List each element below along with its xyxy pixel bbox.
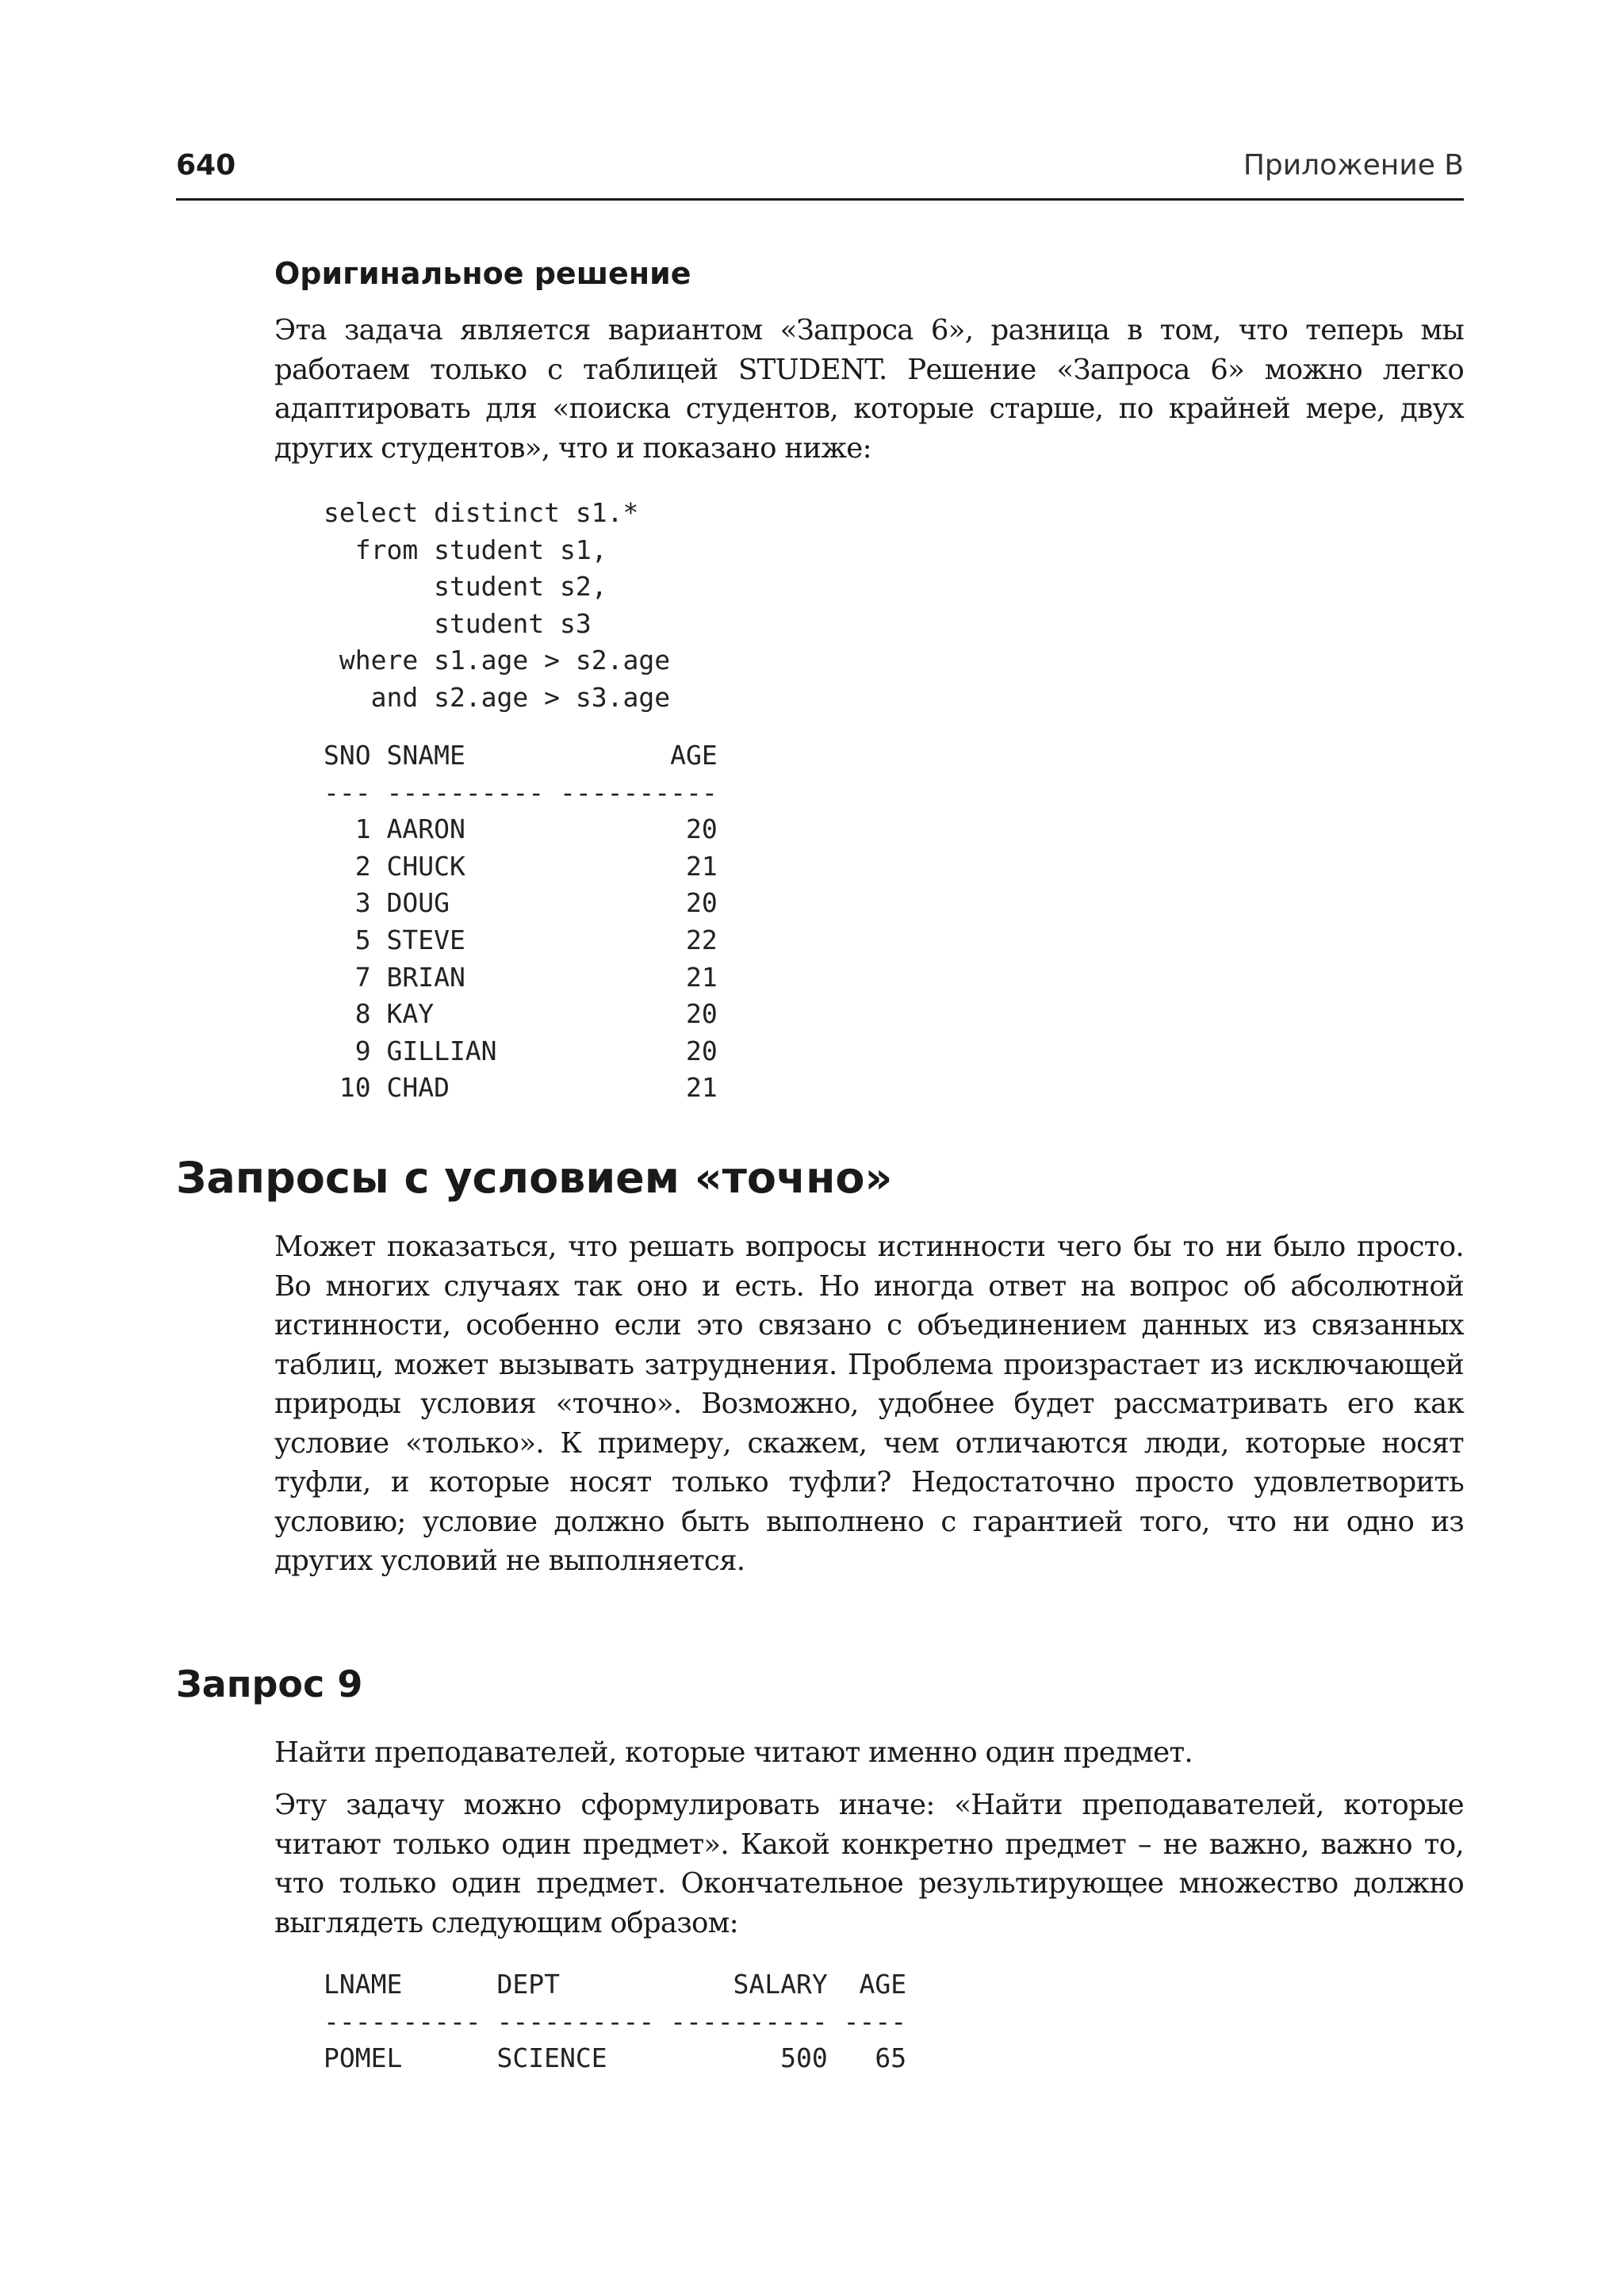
query-result-table: SNO SNAME AGE --- ---------- ---------- 1 AARON 20 2 CHUCK 21 3 DOUG 20 5 STEVE 22 7 BRIAN 21 8 KAY 20 9 GILLIAN 20 10 CHAD 21 bbox=[324, 740, 718, 1104]
page-number: 640 bbox=[176, 149, 236, 182]
chapter-name: Приложение В bbox=[1243, 149, 1464, 182]
query9-result-table: LNAME DEPT SALARY AGE ---------- ---------- ---------- ---- POMEL SCIENCE 500 65 bbox=[324, 1969, 907, 2074]
paragraph-query9: Эту задачу можно сформулировать иначе: «Найти преподавателей, которые читают только один предмет». Какой конкретно предмет – не важно, важно то, что только один предмет. Окончательное результирующее множество должно выглядеть следующим образом: bbox=[274, 1789, 1464, 1939]
running-head bbox=[176, 149, 1464, 189]
sql-query: select distinct s1.* from student s1, student s2, student s3 where s1.age > s2.age and s2.age > s3.age bbox=[324, 497, 671, 713]
header-rule bbox=[176, 198, 1464, 201]
paragraph-exact-condition: Может показаться, что решать вопросы истинности чего бы то ни было просто. Во многих случаях так оно и есть. Но иногда ответ на вопрос об абсолютной истинности, особенно если это связано с объединением данных из связанных таблиц, может вызывать затруднения. Проблема произрастает из исключающей природы условия «точно». Возможно, удобнее будет рассматривать его как условие «только». К примеру, скажем, чем отличаются люди, которые носят туфли, и которые носят только туфли? Недостаточно просто удовлетворить условию; условие должно быть выполнено с гарантией того, что ни одно из других условий не выполняется. bbox=[274, 1231, 1464, 1577]
query-heading: Запрос 9 bbox=[176, 1663, 363, 1705]
paragraph-original-solution: Эта задача является вариантом «Запроса 6», разница в том, что теперь мы работаем только с таблицей STUDENT. Решение «Запроса 6» можно легко адаптировать для «поиска студентов, которые старше, по крайней мере, двух других студентов», что и показано ниже: bbox=[274, 314, 1464, 465]
subsection-heading: Оригинальное решение bbox=[274, 256, 691, 291]
query-task: Найти преподавателей, которые читают именно один предмет. bbox=[274, 1736, 1193, 1769]
section-title: Запросы с условием «точно» bbox=[176, 1153, 893, 1203]
